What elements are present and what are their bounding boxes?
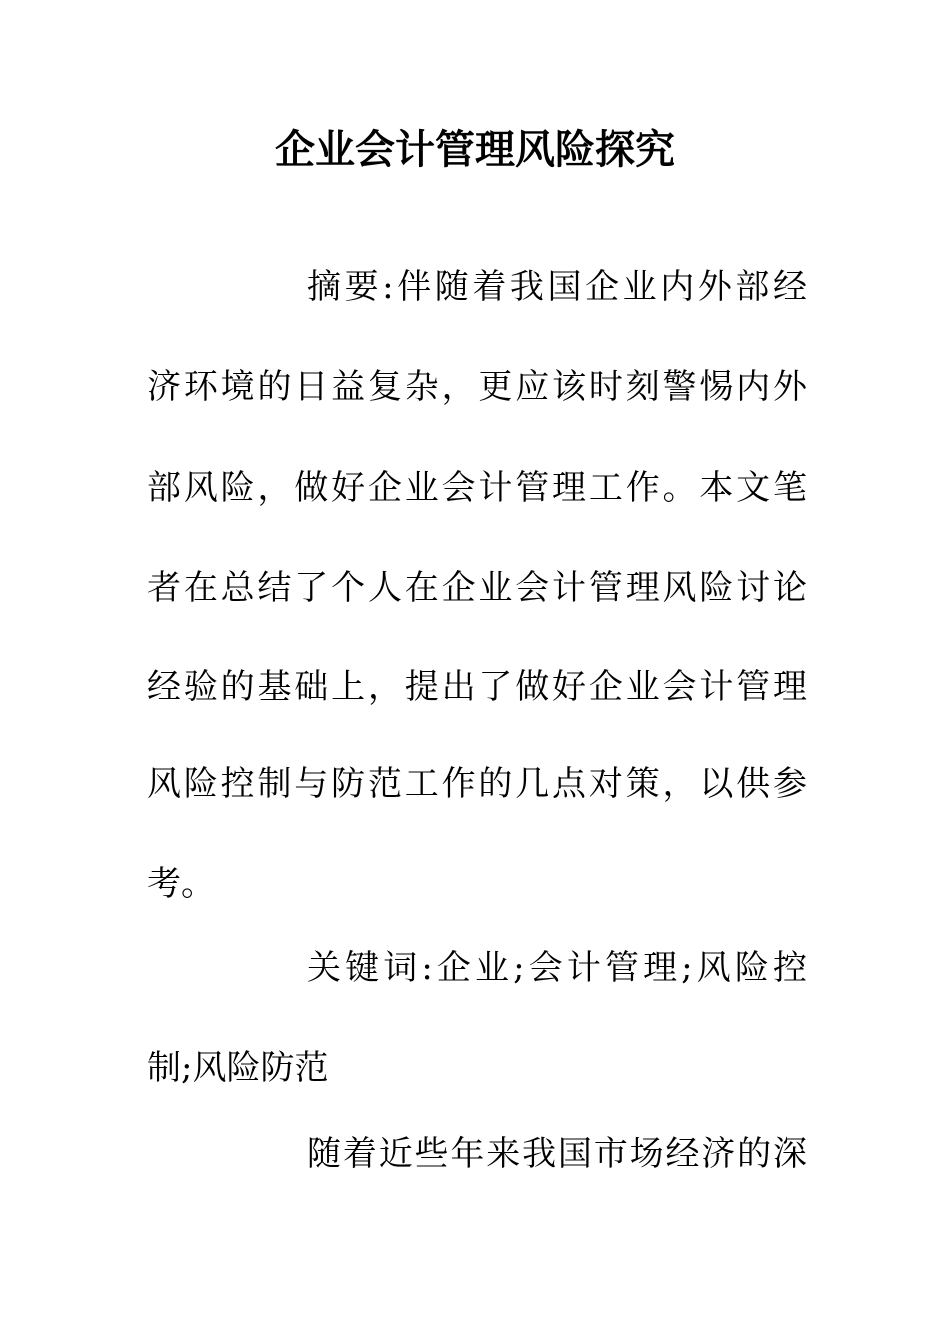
document-title: 企业会计管理风险探究	[275, 127, 675, 173]
abstract-line-7: 考。	[147, 864, 215, 904]
abstract-line-5: 经验的基础上，提出了做好企业会计管理	[147, 667, 807, 707]
keywords-line-2: 制;风险防范	[147, 1048, 329, 1088]
abstract-line-6: 风险控制与防范工作的几点对策，以供参	[147, 764, 807, 804]
keywords-line-1: 关键词:企业;会计管理;风险控	[307, 948, 807, 988]
abstract-line-3: 部风险，做好企业会计管理工作。本文笔	[147, 468, 807, 508]
body-line-1: 随着近些年来我国市场经济的深	[307, 1134, 807, 1174]
abstract-line-4: 者在总结了个人在企业会计管理风险讨论	[147, 568, 807, 608]
abstract-line-2: 济环境的日益复杂，更应该时刻警惕内外	[147, 367, 807, 407]
abstract-line-1: 摘要:伴随着我国企业内外部经	[307, 267, 807, 307]
